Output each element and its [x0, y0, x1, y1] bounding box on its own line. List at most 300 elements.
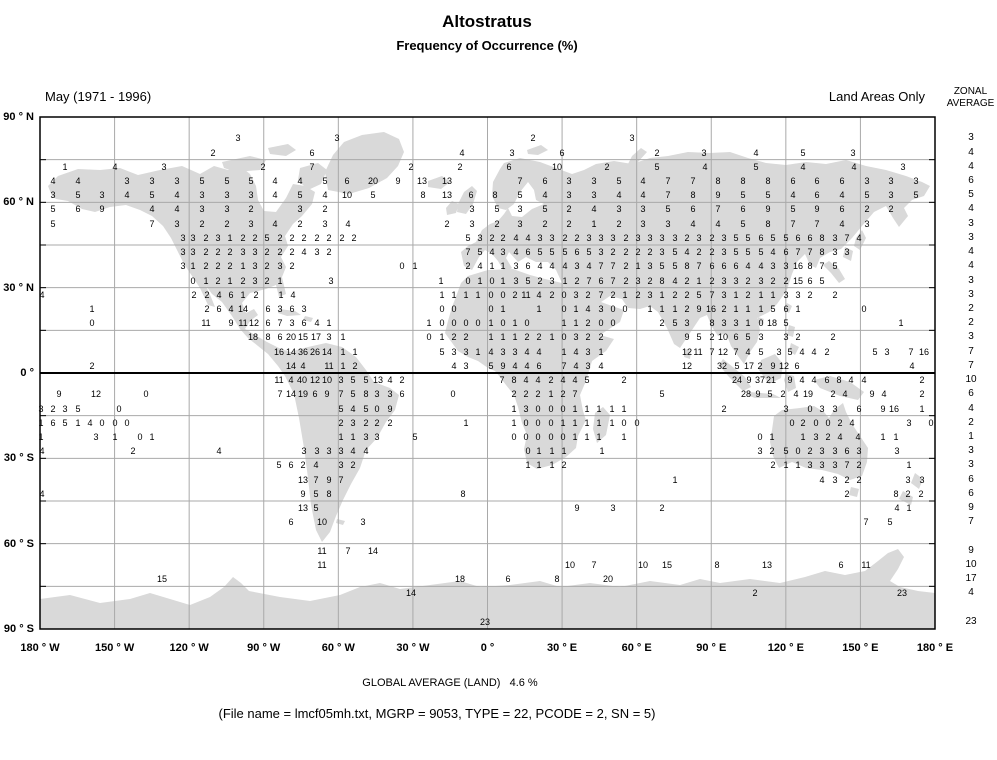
grid-value: 2 — [326, 232, 332, 243]
grid-value: 2 — [465, 261, 471, 272]
grid-value: 5 — [887, 517, 893, 528]
grid-value: 1 — [733, 304, 739, 314]
grid-value: 5 — [832, 261, 838, 272]
grid-value: 3 — [477, 232, 483, 243]
grid-value: 12 — [248, 318, 259, 329]
grid-value: 1 — [38, 432, 44, 442]
grid-value: 3 — [566, 190, 572, 201]
grid-value: 5 — [787, 346, 793, 357]
grid-value: 16 — [273, 346, 284, 357]
grid-value: 3 — [864, 176, 870, 186]
grid-value: 28 — [740, 389, 751, 400]
grid-value: 3 — [573, 289, 579, 300]
grid-value: 32 — [716, 360, 727, 371]
grid-value: 6 — [795, 232, 801, 243]
zonal-average-value: 4 — [968, 402, 974, 414]
grid-value: 1 — [451, 289, 457, 300]
grid-value: 1 — [488, 318, 494, 329]
grid-value: 4 — [39, 289, 45, 300]
grid-value: 1 — [906, 503, 912, 514]
grid-value: 1 — [795, 304, 801, 314]
grid-value: 1 — [659, 304, 665, 314]
grid-value: 15 — [661, 560, 672, 570]
x-tick-label: 30 ° E — [547, 642, 578, 654]
grid-value: 1 — [240, 289, 246, 300]
grid-value: 5 — [542, 204, 548, 215]
grid-value: 1 — [278, 289, 284, 300]
grid-value: 6 — [559, 147, 565, 158]
grid-value: 5 — [562, 247, 568, 258]
grid-value: 2 — [574, 232, 580, 243]
grid-value: 18 — [766, 318, 777, 329]
grid-value: 1 — [758, 289, 764, 300]
grid-value: 2 — [352, 360, 358, 371]
grid-value: 5 — [370, 190, 376, 201]
grid-value: 1 — [561, 346, 567, 357]
grid-value: 4 — [301, 247, 307, 258]
grid-value: 3 — [252, 275, 258, 286]
grid-value: 2 — [709, 275, 715, 286]
grid-value: 0 — [825, 417, 831, 428]
grid-value: 4 — [799, 375, 805, 386]
grid-value: 5 — [363, 403, 369, 414]
grid-value: 1 — [880, 432, 886, 442]
grid-value: 0 — [399, 261, 405, 272]
grid-value: 4 — [288, 375, 294, 386]
grid-value: 1 — [548, 389, 554, 400]
grid-value: 3 — [640, 204, 646, 215]
grid-value: 5 — [465, 232, 471, 243]
grid-value: 3 — [161, 161, 167, 172]
grid-value: 2 — [647, 247, 653, 258]
grid-value: 4 — [542, 190, 548, 201]
grid-value: 4 — [75, 176, 81, 186]
grid-value: 2 — [338, 417, 344, 428]
grid-value: 13 — [372, 375, 383, 386]
coverage-label: Land Areas Only — [828, 89, 925, 104]
grid-value: 5 — [783, 446, 789, 457]
grid-value: 2 — [830, 332, 836, 343]
grid-value: 3 — [659, 247, 665, 258]
grid-value: 6 — [50, 417, 56, 428]
grid-value: 0 — [450, 389, 456, 400]
grid-value: 2 — [215, 275, 221, 286]
grid-value: 2 — [752, 588, 758, 599]
grid-value: 1 — [560, 417, 566, 428]
grid-value: 2 — [500, 232, 506, 243]
grid-value: 8 — [326, 488, 332, 499]
grid-value: 8 — [765, 218, 771, 229]
grid-value: 8 — [819, 247, 825, 258]
grid-value: 2 — [610, 247, 616, 258]
grid-value: 3 — [513, 275, 519, 286]
grid-value: 3 — [757, 446, 763, 457]
grid-value: 4 — [459, 147, 465, 158]
zonal-average-value: 7 — [968, 516, 974, 528]
grid-value: 2 — [339, 232, 345, 243]
grid-value: 6 — [740, 204, 746, 215]
grid-value: 1 — [596, 403, 602, 414]
grid-value: 5 — [740, 218, 746, 229]
grid-value: 4 — [753, 147, 759, 158]
grid-value: 2 — [549, 289, 555, 300]
grid-value: 6 — [598, 275, 604, 286]
zonal-average-value: 2 — [968, 317, 974, 329]
grid-value: 3 — [451, 346, 457, 357]
grid-value: 5 — [586, 247, 592, 258]
grid-value: 4 — [272, 176, 278, 186]
grid-value: 2 — [512, 289, 518, 300]
x-tick-label: 90 ° W — [247, 642, 281, 654]
grid-value: 5 — [224, 176, 230, 186]
grid-value: 3 — [585, 360, 591, 371]
global-average-label: GLOBAL AVERAGE (LAND) 4.6 % — [362, 677, 538, 689]
grid-value: 2 — [463, 332, 469, 343]
grid-value: 4 — [489, 247, 495, 258]
grid-value: 12 — [778, 360, 789, 371]
grid-value: 0 — [116, 403, 122, 414]
grid-value: 3 — [586, 232, 592, 243]
grid-value: 5 — [297, 190, 303, 201]
grid-value: 0 — [560, 432, 566, 442]
grid-value: 8 — [714, 560, 720, 570]
grid-value: 2 — [199, 218, 205, 229]
grid-value: 1 — [536, 446, 542, 457]
grid-value: 4 — [513, 232, 519, 243]
grid-value: 8 — [690, 190, 696, 201]
grid-value: 3 — [672, 232, 678, 243]
grid-value: 4 — [345, 218, 351, 229]
grid-value: 2 — [621, 375, 627, 386]
grid-value: 3 — [647, 232, 653, 243]
grid-value: 2 — [542, 218, 548, 229]
grid-value: 4 — [50, 176, 56, 186]
grid-value: 1 — [426, 318, 432, 329]
grid-value: 5 — [800, 147, 806, 158]
grid-value: 2 — [721, 304, 727, 314]
grid-value: 9 — [755, 389, 761, 400]
grid-value: 1 — [647, 304, 653, 314]
grid-value: 5 — [758, 247, 764, 258]
grid-value: 6 — [468, 190, 474, 201]
grid-value: 1 — [500, 275, 506, 286]
grid-value: 5 — [439, 346, 445, 357]
grid-value: 3 — [235, 133, 241, 144]
zonal-average-value: 4 — [968, 587, 974, 599]
grid-value: 5 — [783, 232, 789, 243]
grid-value: 1 — [549, 460, 555, 471]
grid-value: 6 — [807, 275, 813, 286]
grid-value: 20 — [285, 332, 296, 343]
grid-value: 2 — [659, 503, 665, 514]
grid-value: 5 — [770, 232, 776, 243]
grid-value: 1 — [795, 460, 801, 471]
grid-value: 0 — [758, 318, 764, 329]
grid-value: 3 — [500, 247, 506, 258]
grid-value: 3 — [783, 332, 789, 343]
grid-value: 2 — [709, 247, 715, 258]
zonal-average-value: 6 — [968, 388, 974, 400]
grid-value: 2 — [387, 417, 393, 428]
grid-value: 4 — [851, 161, 857, 172]
grid-value: 6 — [807, 232, 813, 243]
grid-value: 3 — [240, 247, 246, 258]
grid-value: 1 — [622, 289, 628, 300]
grid-value: 4 — [855, 432, 861, 442]
zonal-average-value: 2 — [968, 416, 974, 428]
grid-value: 2 — [807, 446, 813, 457]
grid-value: 2 — [326, 247, 332, 258]
grid-value: 4 — [228, 304, 234, 314]
grid-value: 3 — [574, 261, 580, 272]
grid-value: 7 — [690, 176, 696, 186]
zonal-average-value: 1 — [968, 431, 974, 442]
grid-value: 7 — [814, 218, 820, 229]
zonal-average-value: 6 — [968, 175, 974, 186]
grid-value: 5 — [765, 190, 771, 201]
grid-value: 1 — [203, 275, 209, 286]
grid-value: 2 — [264, 261, 270, 272]
grid-value: 3 — [783, 289, 789, 300]
grid-value: 6 — [721, 261, 727, 272]
grid-value: 3 — [776, 346, 782, 357]
grid-value: 9 — [765, 204, 771, 215]
grid-value: 26 — [309, 346, 320, 357]
grid-value: 3 — [360, 517, 366, 528]
grid-value: 0 — [535, 417, 541, 428]
grid-value: 5 — [733, 232, 739, 243]
grid-value: 8 — [460, 488, 466, 499]
grid-value: 3 — [635, 275, 641, 286]
grid-value: 2 — [252, 232, 258, 243]
grid-value: 0 — [523, 417, 529, 428]
zonal-average-value: 4 — [968, 260, 974, 272]
grid-value: 4 — [560, 375, 566, 386]
grid-value: 3 — [900, 161, 906, 172]
zonal-average-value: 2 — [968, 303, 974, 314]
grid-value: 4 — [524, 360, 530, 371]
grid-value: 7 — [499, 375, 505, 386]
grid-value: 1 — [783, 460, 789, 471]
grid-value: 8 — [819, 232, 825, 243]
grid-value: 4 — [793, 389, 799, 400]
x-tick-label: 90 ° E — [696, 642, 727, 654]
grid-value: 6 — [824, 375, 830, 386]
x-tick-label: 60 ° W — [321, 642, 355, 654]
grid-value: 5 — [264, 232, 270, 243]
grid-value: 4 — [837, 432, 843, 442]
grid-value: 3 — [289, 318, 295, 329]
grid-value: 10 — [321, 375, 332, 386]
grid-value: 0 — [488, 289, 494, 300]
grid-value: 2 — [511, 389, 517, 400]
grid-value: 4 — [848, 375, 854, 386]
grid-value: 5 — [758, 346, 764, 357]
grid-value: 5 — [745, 247, 751, 258]
grid-value: 6 — [289, 304, 295, 314]
grid-value: 3 — [647, 289, 653, 300]
grid-value: 3 — [174, 176, 180, 186]
grid-value: 2 — [623, 247, 629, 258]
grid-value: 3 — [180, 232, 186, 243]
grid-value: 9 — [814, 204, 820, 215]
grid-value: 9 — [696, 304, 702, 314]
grid-value: 3 — [856, 446, 862, 457]
grid-value: 2 — [451, 332, 457, 343]
grid-value: 7 — [715, 204, 721, 215]
grid-value: 3 — [314, 446, 320, 457]
grid-value: 4 — [811, 346, 817, 357]
grid-value: 23 — [896, 588, 907, 599]
grid-value: 5 — [659, 389, 665, 400]
grid-value: 3 — [199, 204, 205, 215]
grid-value: 8 — [740, 176, 746, 186]
grid-value: 1 — [609, 403, 615, 414]
grid-value: 3 — [721, 275, 727, 286]
grid-value: 3 — [906, 417, 912, 428]
grid-value: 6 — [542, 176, 548, 186]
grid-value: 1 — [500, 332, 506, 343]
grid-value: 8 — [765, 176, 771, 186]
grid-value: 1 — [621, 432, 627, 442]
grid-value: 11 — [317, 545, 327, 556]
grid-value: 2 — [264, 247, 270, 258]
grid-value: 3 — [888, 176, 894, 186]
grid-value: 3 — [795, 289, 801, 300]
x-tick-label: 60 ° E — [621, 642, 652, 654]
grid-value: 14 — [237, 304, 248, 314]
grid-value: 4 — [909, 360, 915, 371]
grid-value: 3 — [832, 247, 838, 258]
grid-value: 4 — [839, 218, 845, 229]
grid-value: 6 — [506, 161, 512, 172]
grid-value: 4 — [525, 232, 531, 243]
grid-value: 1 — [561, 446, 567, 457]
grid-value: 5 — [665, 204, 671, 215]
grid-value: 4 — [811, 375, 817, 386]
grid-value: 4 — [87, 417, 93, 428]
zonal-average-value: 9 — [968, 544, 974, 556]
grid-value: 7 — [598, 261, 604, 272]
y-tick-label: 30 ° S — [3, 452, 34, 465]
grid-value: 18 — [247, 332, 258, 343]
grid-value: 1 — [659, 289, 665, 300]
grid-value: 2 — [289, 247, 295, 258]
grid-value: 2 — [536, 332, 542, 343]
grid-value: 2 — [800, 417, 806, 428]
grid-value: 3 — [610, 503, 616, 514]
grid-value: 7 — [277, 389, 283, 400]
grid-value: 2 — [795, 332, 801, 343]
grid-value: 5 — [488, 360, 494, 371]
grid-value: 3 — [819, 446, 825, 457]
grid-value: 3 — [469, 204, 475, 215]
grid-value: 3 — [190, 247, 196, 258]
grid-value: 17 — [310, 332, 321, 343]
grid-value: 3 — [277, 304, 283, 314]
grid-value: 21 — [765, 375, 776, 386]
grid-value: 37 — [754, 375, 765, 386]
grid-value: 4 — [314, 318, 320, 329]
grid-value: 1 — [112, 432, 118, 442]
grid-value: 3 — [248, 218, 254, 229]
grid-value: 4 — [350, 403, 356, 414]
grid-value: 3 — [850, 147, 856, 158]
x-tick-label: 180 ° W — [20, 642, 60, 654]
grid-value: 6 — [344, 176, 350, 186]
grid-value: 2 — [654, 147, 660, 158]
grid-value: 5 — [276, 460, 282, 471]
grid-value: 0 — [500, 289, 506, 300]
grid-value: 14 — [321, 346, 332, 357]
grid-value: 3 — [770, 261, 776, 272]
grid-value: 1 — [511, 403, 517, 414]
grid-value: 5 — [549, 247, 555, 258]
grid-value: 3 — [215, 232, 221, 243]
grid-value: 4 — [598, 360, 604, 371]
grid-value: 7 — [709, 289, 715, 300]
zonal-average-value: 6 — [968, 473, 974, 485]
grid-value: 10 — [717, 332, 728, 343]
grid-value: 13 — [416, 176, 427, 186]
grid-value: 8 — [659, 275, 665, 286]
grid-value: 1 — [598, 346, 604, 357]
grid-value: 4 — [313, 460, 319, 471]
grid-value: 1 — [549, 446, 555, 457]
grid-value: 1 — [38, 417, 44, 428]
grid-value: 1 — [800, 432, 806, 442]
x-tick-label: 150 ° W — [94, 642, 135, 654]
grid-value: 0 — [548, 403, 554, 414]
grid-value: 3 — [684, 318, 690, 329]
zonal-average-value: 4 — [968, 146, 974, 158]
y-tick-label: 30 ° N — [3, 281, 34, 294]
grid-value: 2 — [585, 318, 591, 329]
grid-value: 4 — [322, 190, 328, 201]
grid-value: 2 — [684, 289, 690, 300]
grid-value: 0 — [622, 304, 628, 314]
grid-value: 0 — [789, 417, 795, 428]
grid-value: 1 — [488, 332, 494, 343]
grid-value: 2 — [240, 232, 246, 243]
grid-value: 36 — [297, 346, 308, 357]
grid-value: 3 — [832, 460, 838, 471]
grid-value: 4 — [616, 190, 622, 201]
grid-value: 3 — [591, 176, 597, 186]
grid-value: 7 — [709, 346, 715, 357]
grid-value: 0 — [525, 446, 531, 457]
grid-value: 0 — [500, 318, 506, 329]
grid-value: 1 — [489, 261, 495, 272]
grid-value: 1 — [463, 417, 469, 428]
zonal-average-value: 4 — [968, 203, 974, 215]
grid-value: 1 — [536, 460, 542, 471]
grid-value: 9 — [395, 176, 401, 186]
grid-value: 20 — [367, 176, 378, 186]
grid-value: 3 — [334, 133, 340, 144]
grid-value: 7 — [908, 346, 914, 357]
grid-value: 2 — [322, 204, 328, 215]
y-tick-label: 60 ° N — [3, 196, 34, 209]
grid-value: 2 — [770, 275, 776, 286]
grid-value: 12 — [681, 360, 692, 371]
grid-value: 2 — [530, 133, 536, 144]
grid-value: 9 — [56, 389, 62, 400]
grid-value: 7 — [572, 389, 578, 400]
grid-value: 7 — [591, 560, 597, 570]
grid-value: 8 — [709, 318, 715, 329]
grid-value: 6 — [312, 389, 318, 400]
